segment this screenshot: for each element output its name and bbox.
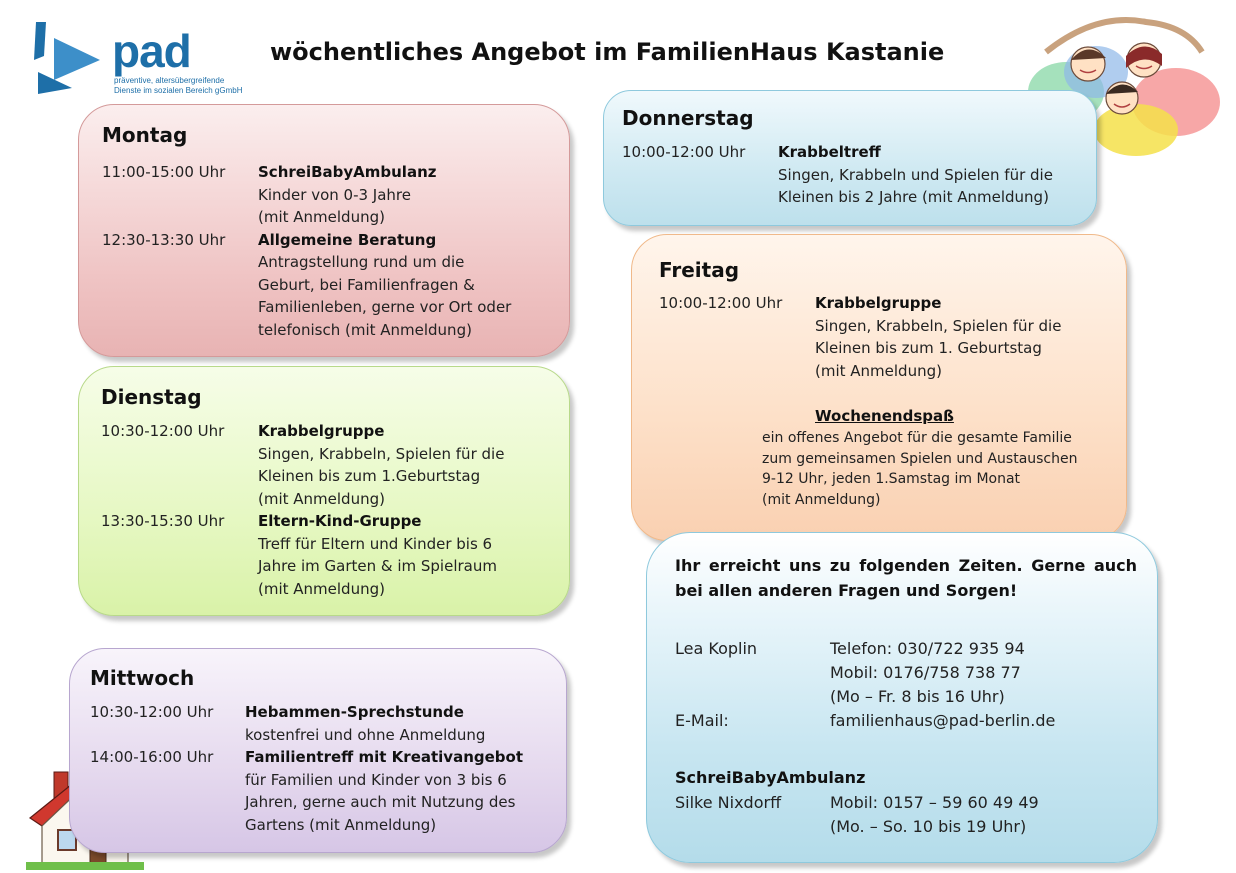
entry-line: Gartens (mit Anmeldung) (245, 815, 437, 834)
entry-row (102, 229, 552, 342)
entry-title: Hebammen-Sprechstunde (245, 703, 464, 721)
sba-mobile[interactable]: Mobil: 0157 – 59 60 49 49 (830, 793, 1039, 812)
sba-hours: (Mo. – So. 10 bis 19 Uhr) (830, 817, 1027, 836)
contact-email-label: E-Mail: (675, 711, 729, 730)
entry-time: 14:00-16:00 Uhr (90, 748, 214, 766)
weekend-details (762, 428, 1112, 510)
contact-mobile[interactable]: Mobil: 0176/758 738 77 (830, 663, 1021, 682)
entry-time: 11:00-15:00 Uhr (102, 163, 226, 181)
schedule-donnerstag (622, 141, 1090, 209)
weekend-line: zum gemeinsamen Spielen und Austauschen (762, 450, 1078, 467)
entry-details (258, 420, 553, 510)
schedule-mittwoch (90, 701, 552, 836)
entry-line: für Familien und Kinder von 3 bis 6 (245, 770, 507, 789)
entry-details (778, 141, 1090, 209)
entry-line: (mit Anmeldung) (258, 208, 385, 226)
schedule-dienstag (101, 420, 553, 600)
weekend-title: Wochenendspaß (815, 407, 954, 425)
card-contact (646, 532, 1158, 863)
day-title-freitag: Freitag (659, 258, 740, 282)
entry-title: Krabbelgruppe (815, 294, 942, 312)
entry-row (101, 510, 553, 600)
day-title-dienstag: Dienstag (101, 385, 202, 409)
entry-row (101, 420, 553, 510)
entry-row (102, 161, 552, 229)
entry-line: kostenfrei und ohne Anmeldung (245, 725, 486, 744)
contact-person: Lea Koplin (675, 639, 758, 658)
card-freitag (631, 234, 1127, 541)
entry-title: Eltern-Kind-Gruppe (258, 512, 422, 530)
contact-heading: Ihr erreicht uns zu folgenden Zeiten. Gerne auch bei allen anderen Fragen und Sorgen! (675, 556, 1137, 600)
entry-title: Familientreff mit Kreativangebot (245, 748, 524, 766)
entry-row (659, 292, 1109, 382)
entry-row (90, 701, 552, 746)
card-montag (78, 104, 570, 357)
day-title-donnerstag: Donnerstag (622, 106, 754, 130)
entry-time: 12:30-13:30 Uhr (102, 230, 226, 249)
entry-line: Familienleben, gerne vor Ort oder (258, 298, 512, 316)
entry-details (258, 161, 552, 229)
entry-details (815, 292, 1109, 382)
entry-time: 10:00-12:00 Uhr (659, 294, 783, 312)
entry-title: Krabbeltreff (778, 143, 881, 161)
entry-line: Kleinen bis zum 1. Geburtstag (815, 339, 1042, 357)
entry-line: (mit Anmeldung) (258, 489, 385, 508)
sba-person: Silke Nixdorff (675, 793, 782, 812)
entry-line: Singen, Krabbeln, Spielen für die (815, 316, 1062, 335)
schedule-montag (102, 161, 552, 341)
entry-time: 13:30-15:30 Uhr (101, 512, 225, 530)
entry-time: 10:30-12:00 Uhr (90, 703, 214, 721)
entry-line: telefonisch (mit Anmeldung) (258, 320, 472, 339)
weekend-line: (mit Anmeldung) (762, 491, 881, 508)
entry-time: 10:30-12:00 Uhr (101, 422, 225, 440)
pad-logo (34, 20, 264, 100)
entry-row (90, 746, 552, 836)
entry-line: Singen, Krabbeln, Spielen für die (258, 444, 505, 463)
entry-details (258, 510, 553, 600)
entry-time: 10:00-12:00 Uhr (622, 143, 746, 161)
entry-details (245, 746, 552, 836)
weekend-line: 9-12 Uhr, jeden 1.Samstag im Monat (762, 471, 1021, 487)
entry-line: Kleinen bis zum 1.Geburtstag (258, 467, 481, 485)
entry-line: Singen, Krabbeln und Spielen für die (778, 165, 1053, 184)
entry-line: Jahren, gerne auch mit Nutzung des (245, 793, 516, 811)
schedule-freitag (659, 292, 1109, 382)
contact-phone[interactable]: Telefon: 030/722 935 94 (830, 639, 1025, 658)
entry-line: Jahre im Garten & im Spielraum (258, 557, 497, 575)
card-mittwoch (69, 648, 567, 853)
day-title-mittwoch: Mittwoch (90, 666, 195, 690)
entry-row (622, 141, 1090, 209)
sba-title: SchreiBabyAmbulanz (675, 768, 866, 787)
logo-subtitle: präventive, altersübergreifende Dienste im sozialen Bereich gGmbH (114, 76, 243, 95)
pad-logo-icon (34, 20, 106, 96)
entry-title: Krabbelgruppe (258, 422, 385, 440)
contact-hours: (Mo – Fr. 8 bis 16 Uhr) (830, 687, 1005, 706)
entry-details (245, 701, 552, 746)
entry-line: Kleinen bis 2 Jahre (mit Anmeldung) (778, 188, 1049, 206)
entry-line: Kinder von 0-3 Jahre (258, 185, 411, 204)
day-title-montag: Montag (102, 123, 188, 147)
card-dienstag (78, 366, 570, 616)
entry-title: SchreiBabyAmbulanz (258, 163, 437, 181)
card-donnerstag (603, 90, 1097, 226)
weekend-line: ein offenes Angebot für die gesamte Familie (762, 430, 1072, 446)
entry-line: (mit Anmeldung) (815, 361, 942, 380)
entry-details (258, 229, 552, 342)
contact-email-link[interactable]: familienhaus@pad-berlin.de (830, 711, 1056, 730)
entry-title: Allgemeine Beratung (258, 230, 437, 249)
entry-line: Geburt, bei Familienfragen & (258, 275, 475, 294)
logo-name: pad (112, 25, 191, 77)
entry-line: (mit Anmeldung) (258, 579, 385, 598)
entry-line: Antragstellung rund um die (258, 253, 465, 271)
entry-line: Treff für Eltern und Kinder bis 6 (258, 534, 493, 553)
page-title: wöchentliches Angebot im FamilienHaus Kastanie (270, 38, 945, 66)
